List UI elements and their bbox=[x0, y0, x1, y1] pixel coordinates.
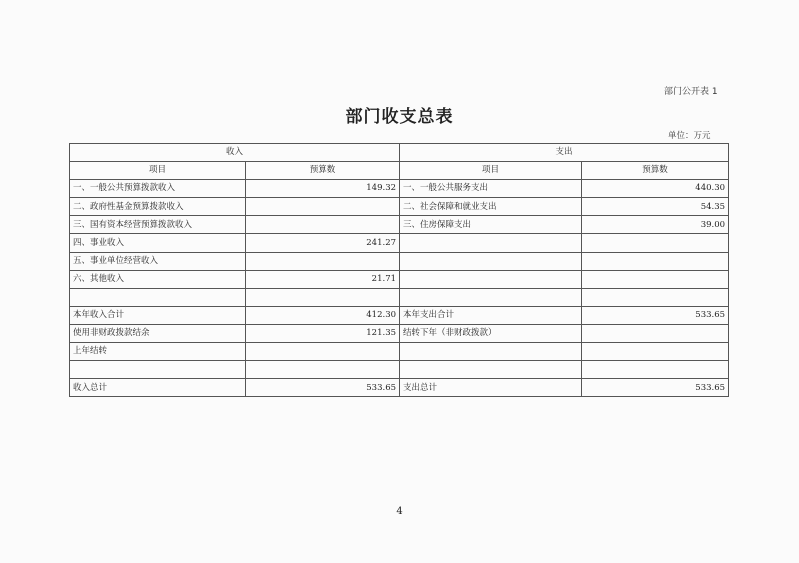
expense-value-cell bbox=[582, 234, 729, 252]
income-value-cell: 21.71 bbox=[246, 270, 400, 288]
income-value-cell bbox=[246, 216, 400, 234]
table-row bbox=[70, 252, 729, 270]
expense-item-header: 项目 bbox=[400, 162, 582, 180]
expense-item-cell: 三、住房保障支出 bbox=[400, 216, 582, 234]
income-item-cell: 三、国有资本经营预算拨款收入 bbox=[70, 216, 246, 234]
income-item-cell bbox=[70, 288, 246, 306]
table-row bbox=[70, 361, 729, 379]
expense-value-cell: 54.35 bbox=[582, 198, 729, 216]
form-number: 部门公开表 1 bbox=[664, 87, 718, 97]
expense-item-cell: 本年支出合计 bbox=[400, 306, 582, 324]
income-budget-header: 预算数 bbox=[246, 162, 400, 180]
table-row bbox=[70, 180, 729, 198]
table-section-header-row bbox=[70, 144, 729, 162]
expense-item-cell bbox=[400, 252, 582, 270]
income-value-cell: 533.65 bbox=[246, 379, 400, 397]
income-value-cell bbox=[246, 252, 400, 270]
table-row bbox=[70, 324, 729, 342]
income-value-cell: 149.32 bbox=[246, 180, 400, 198]
expense-value-cell: 533.65 bbox=[582, 379, 729, 397]
income-item-cell bbox=[70, 361, 246, 379]
expense-item-cell bbox=[400, 361, 582, 379]
income-item-cell: 本年收入合计 bbox=[70, 306, 246, 324]
income-value-cell: 241.27 bbox=[246, 234, 400, 252]
income-item-cell: 四、事业收入 bbox=[70, 234, 246, 252]
table-row bbox=[70, 306, 729, 324]
table-row bbox=[70, 270, 729, 288]
income-item-cell: 使用非财政拨款结余 bbox=[70, 324, 246, 342]
table-row bbox=[70, 288, 729, 306]
unit-label: 单位：万元 bbox=[668, 131, 711, 141]
expense-header: 支出 bbox=[400, 144, 729, 162]
expense-value-cell bbox=[582, 288, 729, 306]
page-title: 部门收支总表 bbox=[345, 107, 454, 127]
expense-value-cell bbox=[582, 252, 729, 270]
expense-value-cell: 533.65 bbox=[582, 306, 729, 324]
table-row bbox=[70, 379, 729, 397]
expense-item-cell bbox=[400, 234, 582, 252]
table-row bbox=[70, 234, 729, 252]
income-value-cell bbox=[246, 198, 400, 216]
income-value-cell bbox=[246, 361, 400, 379]
table-row bbox=[70, 343, 729, 361]
income-item-cell: 上年结转 bbox=[70, 343, 246, 361]
income-item-cell: 收入总计 bbox=[70, 379, 246, 397]
expense-budget-header: 预算数 bbox=[582, 162, 729, 180]
income-item-cell: 二、政府性基金预算拨款收入 bbox=[70, 198, 246, 216]
income-value-cell bbox=[246, 288, 400, 306]
page-number: 4 bbox=[396, 506, 403, 517]
income-item-header: 项目 bbox=[70, 162, 246, 180]
income-item-cell: 一、一般公共预算拨款收入 bbox=[70, 180, 246, 198]
income-value-cell: 121.35 bbox=[246, 324, 400, 342]
expense-item-cell bbox=[400, 343, 582, 361]
expense-item-cell: 结转下年（非财政拨款） bbox=[400, 324, 582, 342]
income-value-cell bbox=[246, 343, 400, 361]
expense-item-cell: 二、社会保障和就业支出 bbox=[400, 198, 582, 216]
expense-item-cell bbox=[400, 270, 582, 288]
income-item-cell: 五、事业单位经营收入 bbox=[70, 252, 246, 270]
expense-item-cell: 一、一般公共服务支出 bbox=[400, 180, 582, 198]
budget-table bbox=[69, 143, 729, 397]
table-column-header-row bbox=[70, 162, 729, 180]
expense-value-cell bbox=[582, 324, 729, 342]
income-item-cell: 六、其他收入 bbox=[70, 270, 246, 288]
expense-value-cell: 440.30 bbox=[582, 180, 729, 198]
expense-value-cell: 39.00 bbox=[582, 216, 729, 234]
income-value-cell: 412.30 bbox=[246, 306, 400, 324]
expense-item-cell bbox=[400, 288, 582, 306]
table-row bbox=[70, 198, 729, 216]
income-header: 收入 bbox=[70, 144, 400, 162]
table-row bbox=[70, 216, 729, 234]
expense-value-cell bbox=[582, 361, 729, 379]
expense-value-cell bbox=[582, 343, 729, 361]
expense-value-cell bbox=[582, 270, 729, 288]
expense-item-cell: 支出总计 bbox=[400, 379, 582, 397]
